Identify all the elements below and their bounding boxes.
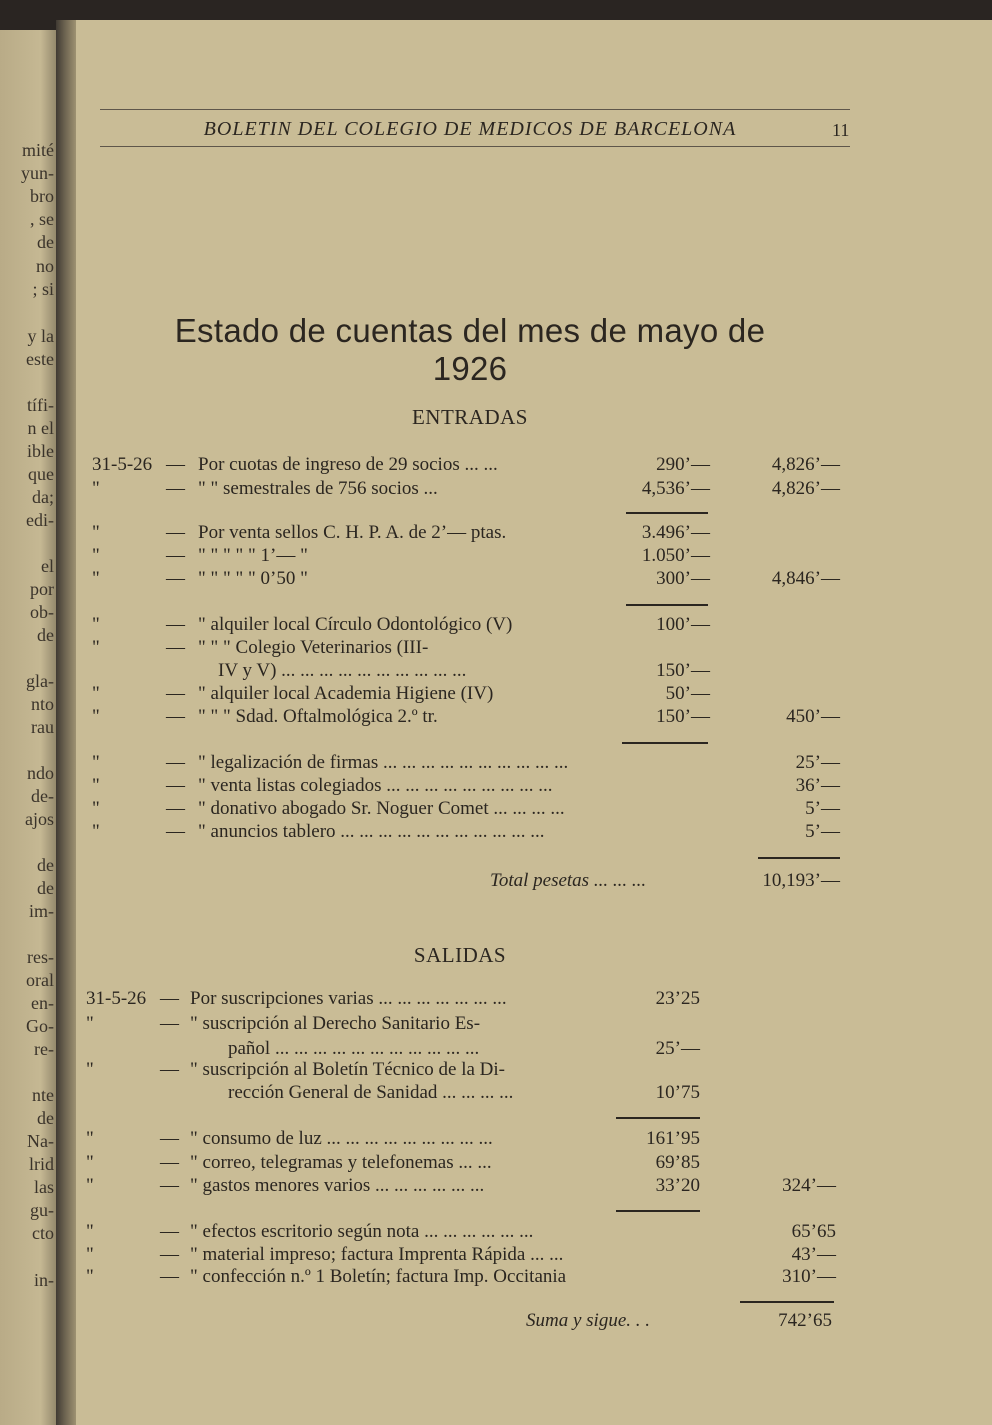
previous-page-text-fragment: de — [37, 232, 54, 252]
row-description: " donativo abogado Sr. Noguer Comet ... ... ... ... — [198, 798, 565, 819]
row-description: " venta listas colegiados ... ... ... ... ... ... ... ... ... — [198, 775, 553, 796]
row-description: " suscripción al Boletín Técnico de la Di- — [190, 1059, 506, 1080]
row-description: " " " " " 0’50 " — [198, 568, 308, 589]
previous-page-text-fragment: im- — [29, 901, 54, 921]
previous-page-text-fragment: de — [37, 625, 54, 645]
entradas-total-rule — [758, 857, 840, 859]
entradas-heading: ENTRADAS — [411, 405, 528, 429]
previous-page-text-fragment: el — [41, 556, 54, 576]
row-date: " — [92, 568, 100, 589]
previous-page-text-fragment: ajos — [25, 809, 54, 829]
row-amount: 100’— — [656, 614, 710, 635]
page-number: 11 — [832, 120, 850, 140]
carry-label: Suma y sigue. . . — [526, 1310, 651, 1331]
previous-page-text-fragment: de — [37, 855, 54, 875]
row-description: " " " Colegio Veterinarios (III- — [198, 637, 429, 658]
row-description: IV y V) ... ... ... ... ... ... ... ... ... ... — [218, 660, 467, 681]
previous-page-text-fragment: yun- — [21, 163, 54, 183]
row-total: 36’— — [795, 775, 840, 796]
previous-page-text-fragment: gla- — [26, 671, 54, 691]
row-total: 310’— — [782, 1266, 836, 1287]
row-date: " — [92, 545, 100, 566]
previous-page-text-fragment: oral — [26, 970, 54, 990]
row-description: " " semestrales de 756 socios ... — [198, 478, 438, 499]
row-date: " — [86, 1221, 94, 1242]
previous-page-text-fragment: nto — [30, 694, 54, 714]
row-dash: — — [166, 545, 185, 566]
previous-page-text-fragment: mité — [22, 140, 54, 160]
row-dash: — — [166, 821, 185, 842]
row-date: 31-5-26 — [92, 454, 153, 475]
row-total: 4,826’— — [771, 478, 840, 499]
row-date: " — [92, 614, 100, 635]
row-date: " — [86, 1175, 94, 1196]
row-description: Por suscripciones varias ... ... ... ... ... ... ... — [190, 988, 507, 1009]
salidas-heading: SALIDAS — [413, 943, 507, 967]
row-description: Por venta sellos C. H. P. A. de 2’— ptas. — [198, 522, 507, 543]
row-total: 5’— — [805, 798, 840, 819]
previous-page-text-fragment: ob- — [30, 602, 54, 622]
row-date: " — [92, 821, 100, 842]
row-dash: — — [160, 1266, 179, 1287]
row-amount: 1.050’— — [641, 545, 710, 566]
row-date: " — [86, 1152, 94, 1173]
previous-page-text-fragment: las — [34, 1177, 54, 1197]
row-description: " suscripción al Derecho Sanitario Es- — [190, 1013, 481, 1034]
previous-page-text-fragment: Go- — [26, 1016, 54, 1036]
previous-page-text-fragment: in- — [34, 1270, 54, 1290]
previous-page-text-fragment: de- — [31, 786, 54, 806]
row-amount: 150’— — [656, 660, 710, 681]
row-date: " — [92, 522, 100, 543]
row-total: 450’— — [786, 706, 840, 727]
row-amount: 3.496’— — [641, 522, 710, 543]
row-amount: 4,536’— — [641, 478, 710, 499]
row-date: " — [86, 1128, 94, 1149]
previous-page-text-fragment: n el — [27, 418, 54, 438]
previous-page-text-fragment: nte — [32, 1085, 54, 1105]
entradas-total-label: Total pesetas ... ... ... — [490, 870, 647, 891]
previous-page-text-fragment: y la — [27, 326, 54, 346]
previous-page-text-fragment: no — [36, 256, 54, 276]
row-total: 4,846’— — [771, 568, 840, 589]
previous-page-text-fragment: gu- — [30, 1200, 54, 1220]
row-description: " efectos escritorio según nota ... ... ... ... ... ... — [190, 1221, 534, 1242]
row-total: 25’— — [795, 752, 840, 773]
row-description: " " " " " 1’— " — [198, 545, 308, 566]
row-dash: — — [166, 478, 185, 499]
previous-page-text-fragment: ible — [27, 441, 54, 461]
row-date: " — [86, 1266, 94, 1287]
row-amount: 150’— — [656, 706, 710, 727]
running-head: BOLETIN DEL COLEGIO DE MEDICOS DE BARCELONA — [203, 118, 737, 140]
row-total: 65’65 — [791, 1221, 836, 1242]
row-dash: — — [166, 775, 185, 796]
row-description: " consumo de luz ... ... ... ... ... ... ... ... ... — [190, 1128, 493, 1149]
previous-page-text-fragment: ndo — [27, 763, 54, 783]
row-dash: — — [160, 1013, 179, 1034]
header-rule-top — [100, 109, 850, 110]
salidas-rule — [616, 1117, 700, 1119]
row-dash: — — [166, 568, 185, 589]
row-date: " — [86, 1244, 94, 1265]
previous-page-text-fragment: tífi- — [27, 395, 54, 415]
entradas-rule — [626, 604, 708, 606]
row-dash: — — [166, 522, 185, 543]
row-dash: — — [166, 614, 185, 635]
previous-page-text-fragment: edi- — [26, 510, 54, 530]
previous-page-text-fragment: por — [30, 579, 54, 599]
row-dash: — — [160, 1059, 179, 1080]
row-total: 4,826’— — [771, 454, 840, 475]
carry-value: 742’65 — [778, 1310, 832, 1331]
row-total: 43’— — [791, 1244, 836, 1265]
row-description: " gastos menores varios ... ... ... ... ... ... — [190, 1175, 485, 1196]
row-description: " anuncios tablero ... ... ... ... ... ... ... ... ... ... ... — [198, 821, 545, 842]
page-title: Estado de cuentas del mes de mayo de 1926 — [174, 312, 766, 387]
row-dash: — — [166, 706, 185, 727]
row-amount: 10’75 — [655, 1082, 700, 1103]
row-date: " — [92, 683, 100, 704]
row-description: pañol ... ... ... ... ... ... ... ... ... ... ... — [228, 1038, 480, 1059]
previous-page-text-fragment: que — [28, 464, 54, 484]
entradas-rule — [622, 742, 708, 744]
row-description: " correo, telegramas y telefonemas ... ... — [190, 1152, 492, 1173]
row-amount: 300’— — [656, 568, 710, 589]
previous-page-text-fragment: ; si — [32, 279, 54, 299]
header-rule-bottom — [100, 146, 850, 147]
row-amount: 69’85 — [655, 1152, 700, 1173]
salidas-rule — [616, 1210, 700, 1212]
previous-page-text-fragment: Na- — [27, 1131, 54, 1151]
row-amount: 161’95 — [646, 1128, 700, 1149]
row-date: 31-5-26 — [86, 988, 147, 1009]
row-date: " — [92, 798, 100, 819]
row-description: " material impreso; factura Imprenta Rápida ... ... — [190, 1244, 564, 1265]
row-dash: — — [166, 683, 185, 704]
row-dash: — — [166, 637, 185, 658]
row-date: " — [92, 775, 100, 796]
previous-page-text-fragment: rau — [31, 717, 54, 737]
row-description: " alquiler local Academia Higiene (IV) — [198, 683, 494, 704]
salidas-carry-rule — [740, 1301, 834, 1303]
previous-page-text-fragment: lrid — [29, 1154, 54, 1174]
previous-page-text-fragment: de — [37, 878, 54, 898]
row-dash: — — [166, 454, 185, 475]
previous-page-text-fragment: re- — [34, 1039, 54, 1059]
row-date: " — [86, 1013, 94, 1034]
row-dash: — — [166, 798, 185, 819]
previous-page-text-fragment: res- — [27, 947, 54, 967]
previous-page-text-fragment: de — [37, 1108, 54, 1128]
previous-page-text-fragment: da; — [32, 487, 54, 507]
previous-page-text-fragment: , se — [30, 209, 54, 229]
entradas-total-value: 10,193’— — [762, 870, 840, 891]
row-dash: — — [160, 1128, 179, 1149]
row-description: Por cuotas de ingreso de 29 socios ... ... — [198, 454, 498, 475]
previous-page-text-fragment: cto — [32, 1223, 54, 1243]
previous-page-text-fragment: bro — [30, 186, 54, 206]
row-date: " — [92, 478, 100, 499]
row-dash: — — [160, 1175, 179, 1196]
row-amount: 25’— — [655, 1038, 700, 1059]
previous-page-text-fragment: este — [26, 349, 54, 369]
row-amount: 23’25 — [655, 988, 700, 1009]
row-description: " confección n.º 1 Boletín; factura Imp. Occitania — [190, 1266, 567, 1287]
row-dash: — — [160, 1152, 179, 1173]
row-dash: — — [160, 988, 179, 1009]
row-total: 5’— — [805, 821, 840, 842]
row-amount: 33’20 — [655, 1175, 700, 1196]
row-description: " " " Sdad. Oftalmológica 2.º tr. — [198, 706, 438, 727]
row-date: " — [86, 1059, 94, 1080]
entradas-rule — [626, 512, 708, 514]
row-amount: 290’— — [656, 454, 710, 475]
row-description: " legalización de firmas ... ... ... ... ... ... ... ... ... ... — [198, 752, 569, 773]
row-dash: — — [160, 1221, 179, 1242]
previous-page-text-fragment: en- — [31, 993, 54, 1013]
row-date: " — [92, 637, 100, 658]
row-total: 324’— — [782, 1175, 836, 1196]
row-amount: 50’— — [665, 683, 710, 704]
row-dash: — — [160, 1244, 179, 1265]
row-dash: — — [166, 752, 185, 773]
row-description: " alquiler local Círculo Odontológico (V) — [198, 614, 513, 635]
row-date: " — [92, 706, 100, 727]
row-description: rección General de Sanidad ... ... ... ... — [228, 1082, 514, 1103]
row-date: " — [92, 752, 100, 773]
